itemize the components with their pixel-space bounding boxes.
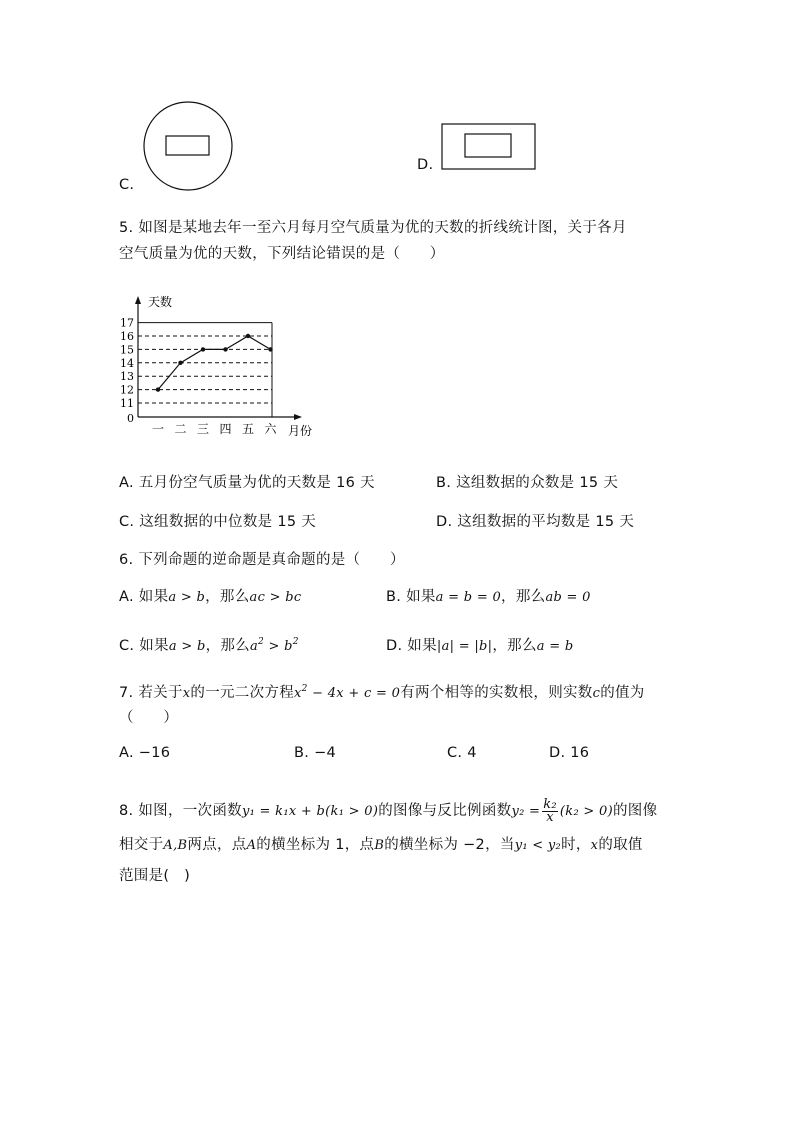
option-c-circle <box>144 102 232 190</box>
y-axis-title: 天数 <box>148 295 173 309</box>
q7-stem-line1: 7. 若关于x的一元二次方程$x^2 - 4x + c = 0$有两个相等的实数根，则实数c的值为 <box>119 684 645 701</box>
q7-equation: $x^2 - 4x + c = 0$ <box>294 684 401 701</box>
q7-var-c: c <box>592 686 601 701</box>
q8-point-b: B <box>374 838 385 853</box>
q6-b-prefix: B. 如果 <box>386 589 436 605</box>
q6-d-conclusion: a = b <box>536 639 574 654</box>
data-point <box>223 347 227 351</box>
option-d-inner-rectangle <box>465 134 511 157</box>
q6-d-prefix: D. 如果 <box>386 638 437 654</box>
origin-label: 0 <box>127 412 134 425</box>
q7-option-b: B. −4 <box>294 745 337 761</box>
q7-var-x: x <box>182 686 191 701</box>
q6-stem: 6. 下列命题的逆命题是真命题的是（ ） <box>119 552 405 568</box>
q6-a-mid: ，那么 <box>205 589 250 605</box>
q8-stem-line1: 8. 如图，一次函数y₁ = k₁x + b(k₁ > 0)的图像与反比例函数y₂ = $\frac{\text{k₂}}{x}$ (k₂ > 0)的图像 <box>119 797 658 825</box>
data-point <box>156 387 160 391</box>
q6-b-mid: ，那么 <box>501 589 546 605</box>
y-tick-label: 12 <box>120 383 134 397</box>
q8-stem-line2: 相交于A,B两点，点A的横坐标为 1，点B的横坐标为 −2，当y₁ < y₂时，x的取值 <box>119 837 643 853</box>
q7-stem-line2: （ ） <box>119 710 179 726</box>
x-category-label: 三 <box>196 422 210 436</box>
data-point <box>246 334 250 338</box>
option-d-outer-rectangle <box>442 124 535 169</box>
q6-a-condition: a > b <box>168 590 206 605</box>
option-c-figure <box>140 100 240 192</box>
q7-option-c: C. 4 <box>447 745 477 761</box>
q5-line-chart <box>112 290 327 440</box>
option-c-rectangle <box>166 136 209 155</box>
q7-option-a: A. −16 <box>119 745 171 761</box>
data-point <box>178 361 182 365</box>
q5-option-b: B. 这组数据的众数是 15 天 <box>436 475 619 491</box>
q6-a-conclusion: ac > bc <box>249 590 302 605</box>
q6-c-prefix: C. 如果 <box>119 638 169 654</box>
y-tick-label: 11 <box>120 397 134 410</box>
y-tick-label: 15 <box>120 343 134 357</box>
q8-points-ab: A,B <box>163 838 188 853</box>
q7-option-d: D. 16 <box>549 745 590 761</box>
q6-b-conclusion: ab = 0 <box>545 590 591 605</box>
q8-var-x: x <box>590 838 599 853</box>
q6-d-condition: |a| = |b| <box>436 639 493 654</box>
x-category-label: 一 <box>151 422 165 436</box>
data-point <box>268 347 272 351</box>
q6-option-b <box>386 585 591 606</box>
q5-option-a: A. 五月份空气质量为优的天数是 16 天 <box>119 475 375 491</box>
option-d-label: D. <box>417 157 434 173</box>
q6-a-prefix: A. 如果 <box>119 589 169 605</box>
option-c-label: C. <box>119 177 135 193</box>
x-category-label: 四 <box>219 422 232 436</box>
y-tick-label: 17 <box>120 316 134 330</box>
q8-stem-line3: 范围是( ) <box>119 868 191 884</box>
x-category-label: 二 <box>174 422 187 436</box>
option-d-figure <box>440 122 538 172</box>
x-category-label: 五 <box>241 422 255 436</box>
y-tick-label: 16 <box>120 330 134 343</box>
q6-d-mid: ，那么 <box>492 638 537 654</box>
q5-option-d: D. 这组数据的平均数是 15 天 <box>436 514 635 530</box>
x-category-label: 六 <box>264 422 277 436</box>
q6-option-a <box>119 585 301 606</box>
x-axis-arrow <box>294 414 302 420</box>
q8-linear-condition: (k₁ > 0) <box>325 804 379 819</box>
q5-option-c: C. 这组数据的中位数是 15 天 <box>119 514 317 530</box>
q6-b-condition: a = b = 0 <box>435 590 502 605</box>
q5-stem-line1: 5. 如图是某地去年一至六月每月空气质量为优的天数的折线统计图，关于各月 <box>119 220 627 236</box>
y-tick-label: 13 <box>120 370 134 384</box>
x-axis-title: 月份 <box>288 424 313 438</box>
q8-point-a: A <box>246 838 257 853</box>
q5-stem-line2: 空气质量为优的天数，下列结论错误的是（ ） <box>119 246 445 262</box>
q6-c-conclusion: $a^2 > b^2$ <box>249 637 299 654</box>
q6-option-d <box>386 634 573 655</box>
q8-inequality: y₁ < y₂ <box>514 838 562 853</box>
q6-c-condition: a > b <box>168 639 206 654</box>
y-tick-label: 14 <box>120 356 134 370</box>
q8-linear-function: y₁ = k₁x + b <box>241 804 326 819</box>
y-axis-arrow <box>135 296 141 304</box>
q8-inverse-function: y₂ = $\frac{\text{k₂}}{x}$ (k₂ > 0) <box>511 797 613 825</box>
q6-c-mid: ，那么 <box>205 638 250 654</box>
q6-option-c <box>119 634 299 655</box>
data-point <box>201 347 205 351</box>
